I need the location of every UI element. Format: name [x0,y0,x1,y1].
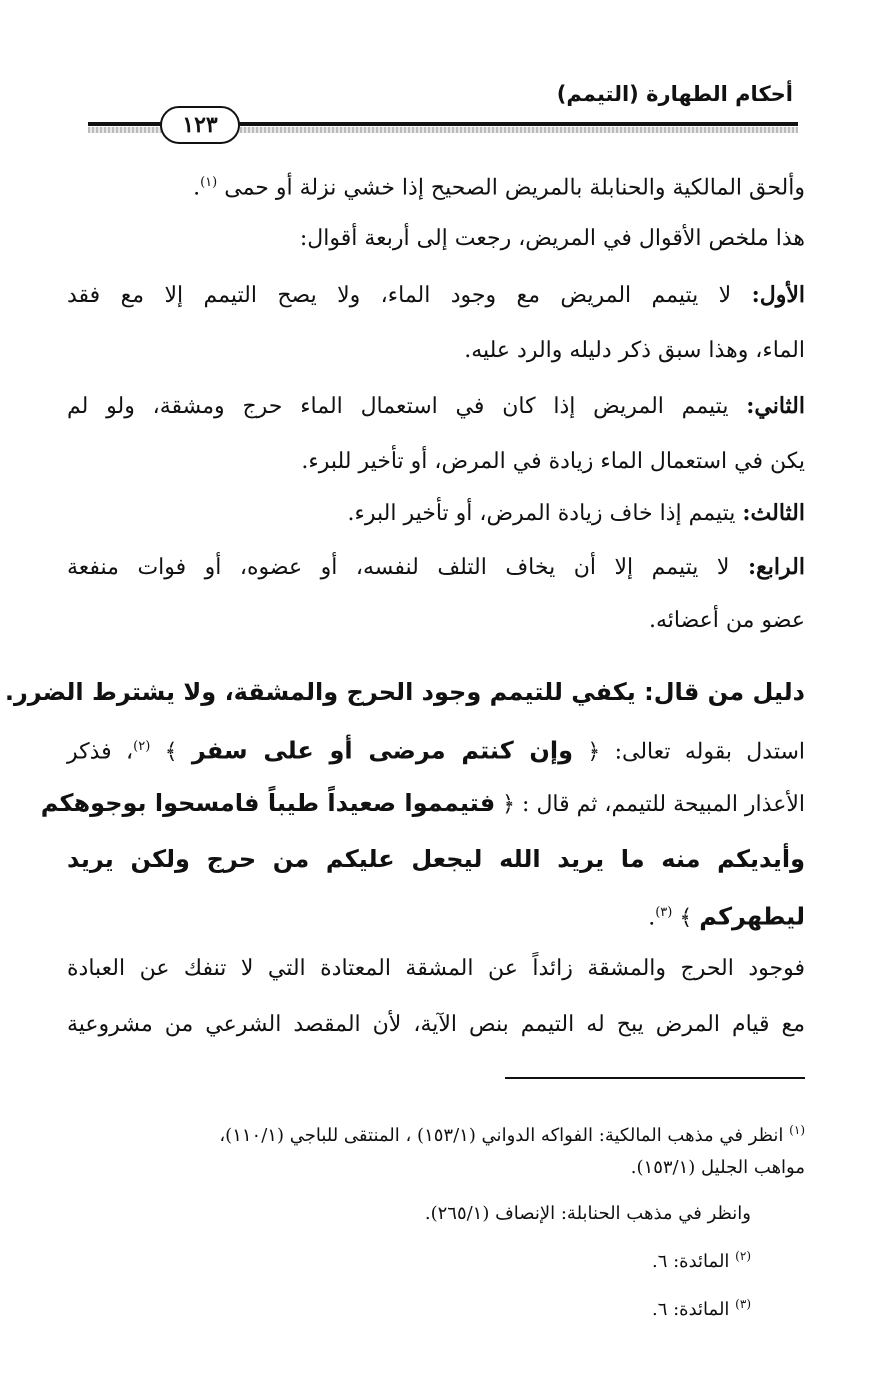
text: ، فذكر [67,739,134,765]
quran-close-bracket: ﴾ [679,905,693,931]
text: استدل بقوله تعالى: [614,739,806,765]
evidence-line [67,730,805,769]
footnote-text: المائدة: ٦. [651,1251,730,1272]
footnote-number: (١) [789,1123,805,1137]
footnote-1-cont: وانظر في مذهب الحنابلة: الإنصاف (٢٦٥/١). [424,1203,751,1224]
footnote-ref: (٢) [133,739,151,754]
quran-verse: فتيمموا صعيداً طيباً فامسحوا بوجوهكم [40,789,496,817]
footnote-1-cont: مواهب الجليل (١٥٣/١). [630,1157,805,1178]
footnote-2 [652,1242,751,1276]
footnote-3 [652,1290,751,1324]
text: لا يتيمم إلا أن يخاف التلف لنفسه، أو عضوه، أو فوات منفعة [67,555,730,580]
footnote-1 [219,1116,805,1150]
evidence-line [67,896,805,935]
opinion-third-line [67,496,805,531]
paragraph-line: عضو من أعضائه. [648,608,805,633]
quran-verse: وإن كنتم مرضى أو على سفر [191,736,574,765]
opinion-label: الأول: [751,282,805,308]
footnote-ref: (١) [200,175,218,190]
footnote-text: انظر في مذهب المالكية: الفواكه الدواني (١٥٣/١) ، المنتقى للباجي (١١٠/١)، [219,1125,784,1146]
paragraph-line [67,166,805,205]
text: . [193,175,201,201]
text: وألحق المالكية والحنابلة بالمريض الصحيح إذا خشي نزلة أو حمى [224,175,805,201]
footnote-ref: (٣) [655,905,673,920]
opinion-first-line [67,278,805,313]
text: لا يتيمم المريض مع وجود الماء، ولا يصح التيمم إلا مع فقد [67,283,732,308]
text: يتيمم إذا خاف زيادة المرض، أو تأخير البرء. [347,501,736,526]
text: الأعذار المبيحة للتيمم، ثم قال : [522,792,805,817]
paragraph-line: يكن في استعمال الماء زيادة في المرض، أو تأخير للبرء. [301,449,805,474]
evidence-line [67,842,805,878]
text: . [648,905,656,931]
paragraph-line: مع قيام المرض يبح له التيمم بنص الآية، لأن المقصد الشرعي من مشروعية [67,1012,805,1037]
quran-open-bracket: ﴿ [502,792,516,817]
opinion-label: الرابع: [747,554,805,580]
quran-verse: ليطهركم [699,902,805,931]
evidence-line [40,786,805,822]
quran-close-bracket: ﴾ [164,739,178,765]
section-heading: دليل من قال: يكفي للتيمم وجود الحرج والمشقة، ولا يشترط الضرر. [4,678,805,706]
quran-open-bracket: ﴿ [587,739,601,765]
opinion-fourth-line [67,550,805,585]
footnote-separator [505,1077,805,1079]
footnote-number: (٣) [735,1297,751,1311]
text: يتيمم المريض إذا كان في استعمال الماء حرج ومشقة، ولو لم [67,394,729,419]
opinion-label: الثالث: [742,500,805,526]
opinion-second-line [67,389,805,424]
quran-verse: وأيديكم منه ما يريد الله ليجعل عليكم من حرج ولكن يريد [67,845,805,873]
paragraph-line: هذا ملخص الأقوال في المريض، رجعت إلى أربعة أقوال: [299,226,805,251]
paragraph-line: فوجود الحرج والمشقة زائداً عن المشقة المعتادة التي لا تنفك عن العبادة [67,956,805,981]
footnote-text: المائدة: ٦. [651,1299,730,1320]
opinion-label: الثاني: [746,393,805,419]
running-title: أحكام الطهارة (التيمم) [556,82,793,106]
paragraph-line: الماء، وهذا سبق ذكر دليله والرد عليه. [464,338,805,363]
page-number: ١٢٣ [160,106,240,144]
footnote-number: (٢) [735,1249,751,1263]
